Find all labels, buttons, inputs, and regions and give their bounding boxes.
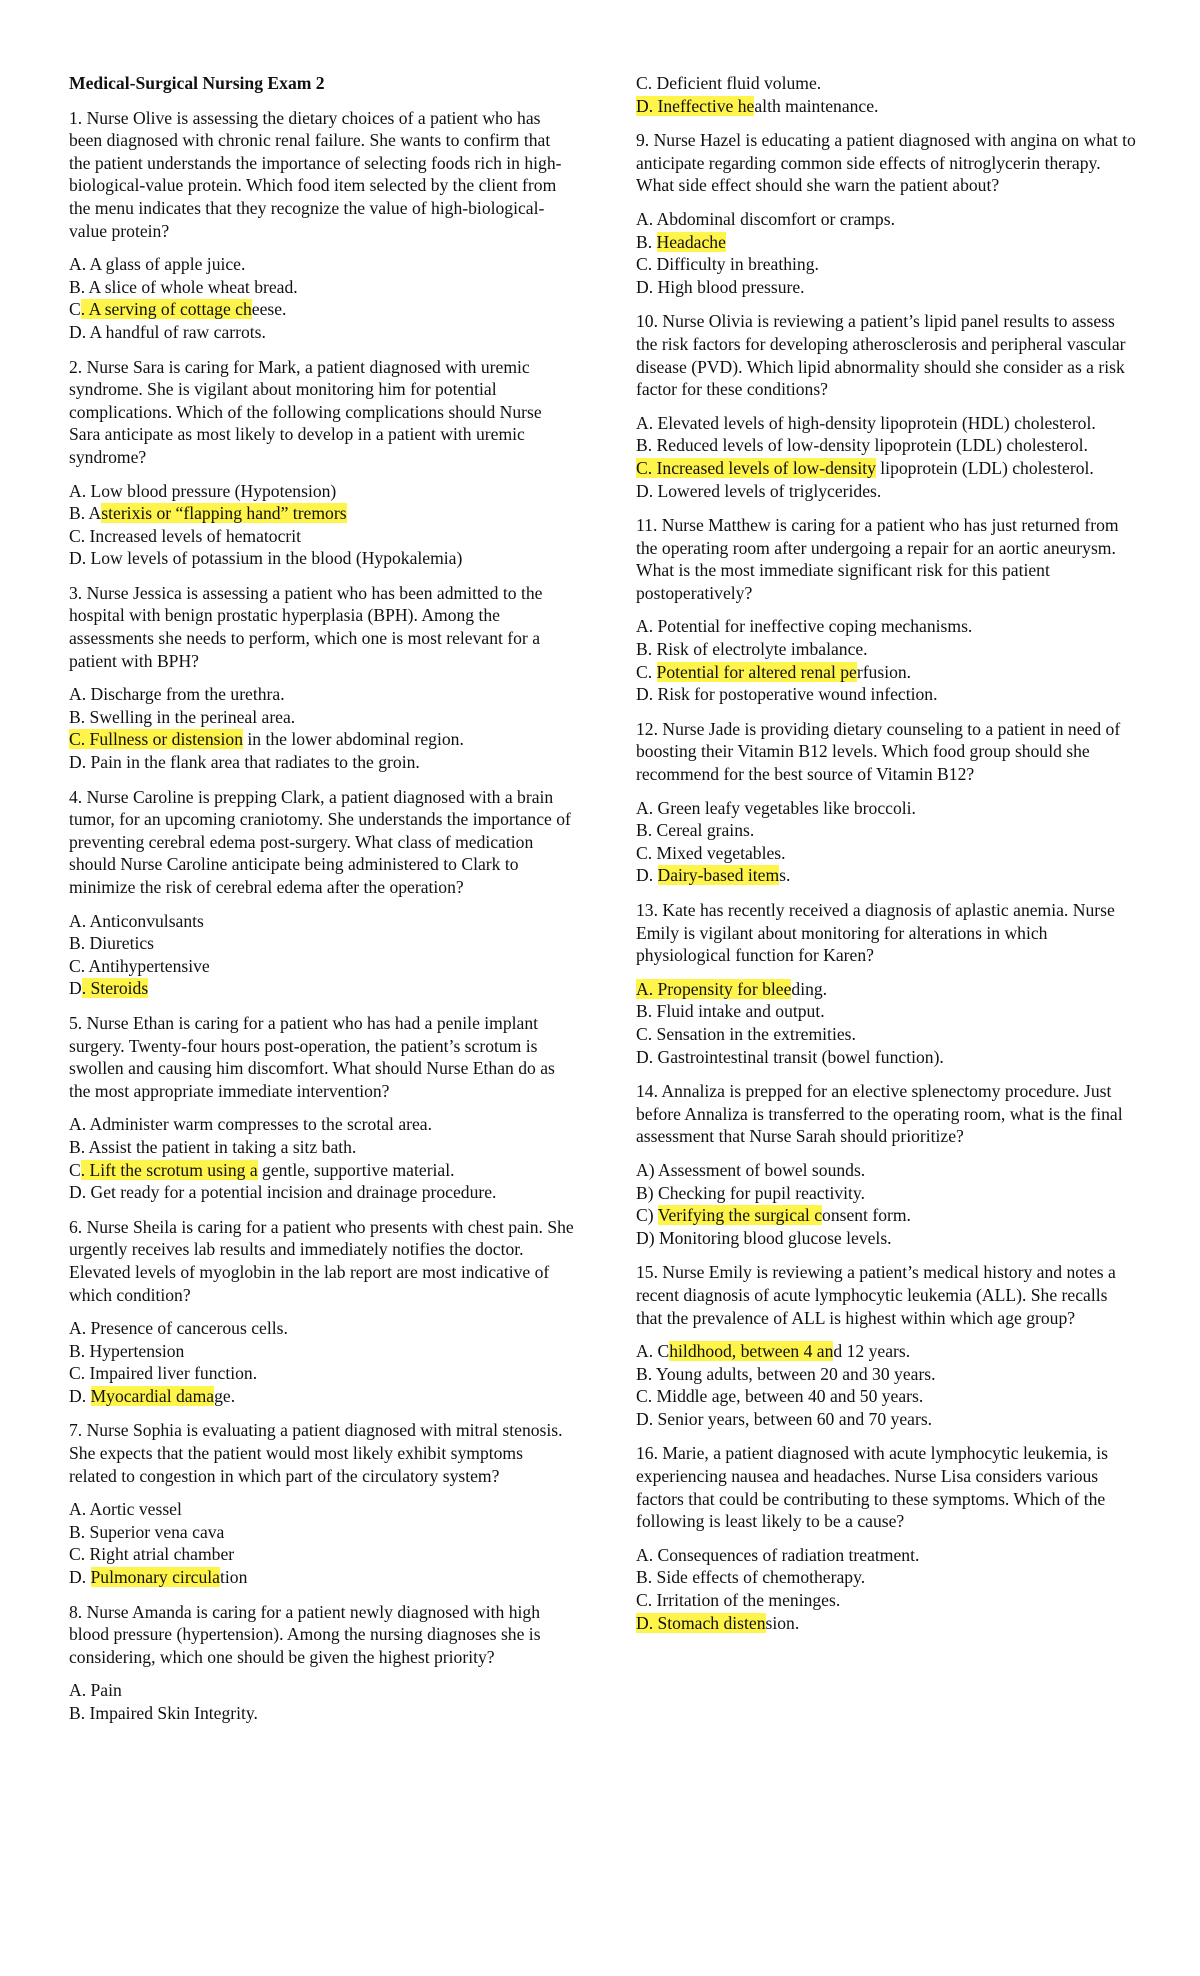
option-text: B. A <box>69 503 102 524</box>
question-stem: 11. Nurse Matthew is caring for a patient who has just returned from the operating room after undergoing a repair for an aortic aneurysm. What is the most immediate significant risk for this patient postoperatively? <box>636 515 1119 603</box>
question-block <box>636 310 1136 502</box>
continued-options <box>636 72 1136 117</box>
highlighted-answer-text: C. Increased levels of low-density <box>636 457 876 478</box>
option-text: B) Checking for pupil reactivity. <box>636 1182 865 1203</box>
question-stem: 6. Nurse Sheila is caring for a patient who presents with chest pain. She urgently receives lab results and immediately notifies the doctor. Elevated levels of myoglobin in the lab report are most indicative of which condition? <box>69 1216 574 1305</box>
question-block <box>69 582 575 774</box>
option-text: tion <box>220 1567 248 1588</box>
option-text: B. Side effects of chemotherapy. <box>636 1567 866 1588</box>
answer-option <box>69 1702 575 1725</box>
left-question-list <box>69 107 575 1725</box>
option-text: B. Reduced levels of low-density lipoprotein (LDL) cholesterol. <box>636 435 1088 456</box>
right-question-list <box>636 129 1136 1634</box>
option-text: onsent form. <box>822 1205 911 1226</box>
answer-option <box>69 1159 575 1182</box>
option-text: gentle, supportive material. <box>257 1159 455 1180</box>
answer-option <box>636 1566 1136 1589</box>
option-text: A. Elevated levels of high-density lipoprotein (HDL) cholesterol. <box>636 412 1096 433</box>
option-text: A. Aortic vessel <box>69 1499 182 1520</box>
option-text: A. A glass of apple juice. <box>69 254 246 275</box>
option-text: ge. <box>214 1385 236 1406</box>
answer-option <box>69 683 575 706</box>
answer-option <box>69 253 575 276</box>
answer-option <box>636 1182 1136 1205</box>
option-text: B. A slice of whole wheat bread. <box>69 276 298 297</box>
answer-option <box>636 231 1136 254</box>
option-text: C. <box>636 661 657 682</box>
answer-option <box>636 1385 1136 1408</box>
option-text: C. Sensation in the extremities. <box>636 1023 856 1044</box>
option-text: A. C <box>636 1341 670 1362</box>
answer-option <box>636 1589 1136 1612</box>
answer-option <box>636 661 1136 684</box>
highlighted-answer-text: Myocardial dama <box>90 1385 215 1406</box>
answer-option <box>69 977 575 1000</box>
answer-option <box>69 276 575 299</box>
answer-option <box>636 1612 1136 1635</box>
option-text: D. Senior years, between 60 and 70 years. <box>636 1408 933 1429</box>
option-text: A. Green leafy vegetables like broccoli. <box>636 797 916 818</box>
answer-option <box>69 910 575 933</box>
question-stem: 5. Nurse Ethan is caring for a patient who has had a penile implant surgery. Twenty-four hours post-operation, the patient’s scrotum is swollen and causing him discomfort. What should Nurse Ethan do as the most appropriate immediate intervention? <box>69 1012 555 1101</box>
option-text: eese. <box>251 299 287 320</box>
option-text: D. <box>69 1567 91 1588</box>
question-stem: 14. Annaliza is prepped for an elective splenectomy procedure. Just before Annaliza is transferred to the operating room, what is the final assessment that Nurse Sarah should prioritize? <box>636 1081 1123 1147</box>
question-block <box>636 1261 1136 1430</box>
option-text: A. Administer warm compresses to the scrotal area. <box>69 1114 433 1135</box>
answer-option <box>636 276 1136 299</box>
option-text: C <box>69 1159 81 1180</box>
option-text: C. Middle age, between 40 and 50 years. <box>636 1386 924 1407</box>
answer-option <box>636 1204 1136 1227</box>
question-block <box>69 1419 575 1588</box>
question-block <box>69 107 575 344</box>
option-text: C. Antihypertensive <box>69 955 210 976</box>
question-stem: 7. Nurse Sophia is evaluating a patient diagnosed with mitral stenosis. She expects that the patient would most likely exhibit symptoms related to congestion in which part of the circulatory system? <box>69 1420 563 1486</box>
option-text: A. Pain <box>69 1680 122 1701</box>
option-text: C <box>69 299 81 320</box>
option-text: B. Superior vena cava <box>69 1521 225 1542</box>
option-text: d 12 years. <box>833 1341 911 1362</box>
option-text: A. Consequences of radiation treatment. <box>636 1544 920 1565</box>
option-text: D) Monitoring blood glucose levels. <box>636 1227 892 1248</box>
option-text: C. Irritation of the meninges. <box>636 1590 841 1611</box>
question-block <box>636 718 1136 887</box>
option-text: B. Hypertension <box>69 1340 185 1361</box>
option-text: D. <box>636 865 658 886</box>
highlighted-answer-text: Headache <box>656 231 726 252</box>
question-stem: 15. Nurse Emily is reviewing a patient’s medical history and notes a recent diagnosis of acute lymphocytic leukemia (ALL). She recalls that the prevalence of ALL is highest within which age group? <box>636 1262 1116 1328</box>
question-stem: 3. Nurse Jessica is assessing a patient who has been admitted to the hospital with benign prostatic hyperplasia (BPH). Among the assessments she needs to perform, which one is most relevant for a patient with BPH? <box>69 582 543 671</box>
answer-option <box>636 1363 1136 1386</box>
option-text: B. Assist the patient in taking a sitz bath. <box>69 1136 357 1157</box>
option-text: B. Diuretics <box>69 933 155 954</box>
option-text: C. Deficient fluid volume. <box>636 73 822 93</box>
highlighted-answer-text: Potential for altered renal pe <box>656 661 857 682</box>
highlighted-answer-text: A. Propensity for blee <box>636 978 792 999</box>
answer-option <box>636 978 1136 1001</box>
answer-option <box>636 1544 1136 1567</box>
answer-option <box>636 864 1136 887</box>
answer-option <box>69 480 575 503</box>
highlighted-answer-text: . Lift the scrotum using a <box>80 1159 258 1180</box>
answer-option <box>69 1521 575 1544</box>
answer-option <box>69 706 575 729</box>
highlighted-answer-text: Dairy-based item <box>657 865 780 886</box>
option-text: D. Pain in the flank area that radiates to the groin. <box>69 752 420 773</box>
answer-option <box>69 298 575 321</box>
answer-option <box>636 1159 1136 1182</box>
answer-option <box>636 208 1136 231</box>
option-text: C) <box>636 1205 658 1226</box>
answer-option <box>69 1340 575 1363</box>
option-text: lipoprotein (LDL) cholesterol. <box>875 457 1094 478</box>
option-text: D. <box>69 1385 91 1406</box>
answer-option <box>69 1136 575 1159</box>
highlighted-answer-text: sterixis or “flapping hand” tremors <box>101 503 347 524</box>
option-text: D. A handful of raw carrots. <box>69 321 266 342</box>
answer-option <box>636 480 1136 503</box>
question-block <box>636 1442 1136 1634</box>
question-stem: 12. Nurse Jade is providing dietary counseling to a patient in need of boosting their Vitamin B12 levels. Which food group should she recommend for the best source of Vitamin B12? <box>636 718 1121 785</box>
left-column <box>69 72 575 1737</box>
question-block <box>636 514 1136 706</box>
option-text: sion. <box>765 1612 800 1633</box>
answer-option <box>636 72 1136 95</box>
answer-option <box>69 502 575 525</box>
option-text: D. Low levels of potassium in the blood (Hypokalemia) <box>69 548 463 569</box>
question-stem: 9. Nurse Hazel is educating a patient diagnosed with angina on what to anticipate regarding common side effects of nitroglycerin therapy. What side effect should she warn the patient about? <box>636 130 1136 196</box>
answer-option <box>69 751 575 774</box>
option-text: D. Lowered levels of triglycerides. <box>636 480 882 501</box>
highlighted-answer-text: Pulmonary circula <box>90 1567 220 1588</box>
answer-option <box>636 1046 1136 1069</box>
option-text: A. Potential for ineffective coping mechanisms. <box>636 616 973 637</box>
answer-option <box>636 412 1136 435</box>
exam-title: Medical-Surgical Nursing Exam 2 <box>69 73 325 93</box>
question-stem: 4. Nurse Caroline is prepping Clark, a patient diagnosed with a brain tumor, for an upcoming craniotomy. She understands the importance of preventing cerebral edema post-surgery. What class of medication should Nurse Caroline anticipate being administered to Clark to minimize the risk of cerebral edema after the operation? <box>69 786 571 897</box>
question-block <box>636 129 1136 298</box>
answer-option <box>69 1385 575 1408</box>
answer-option <box>69 1113 575 1136</box>
option-text: D. High blood pressure. <box>636 276 805 297</box>
answer-option <box>69 547 575 570</box>
question-block <box>636 899 1136 1068</box>
answer-option <box>636 797 1136 820</box>
question-block <box>69 1601 575 1725</box>
option-text: A. Discharge from the urethra. <box>69 684 285 705</box>
answer-option <box>69 932 575 955</box>
option-text: D. Gastrointestinal transit (bowel function). <box>636 1046 944 1067</box>
option-text: D <box>69 978 82 999</box>
question-stem: 8. Nurse Amanda is caring for a patient newly diagnosed with high blood pressure (hypertension). Among the nursing diagnoses she is considering, which one should be given the highest priority? <box>69 1601 541 1667</box>
option-text: ding. <box>791 978 828 999</box>
answer-option <box>636 95 1136 118</box>
answer-option <box>69 1566 575 1589</box>
answer-option <box>636 1340 1136 1363</box>
answer-option <box>636 1227 1136 1250</box>
option-text: s. <box>779 865 791 886</box>
option-text: A. Anticonvulsants <box>69 910 204 931</box>
answer-option <box>636 638 1136 661</box>
option-text: in the lower abdominal region. <box>243 729 464 750</box>
right-column <box>636 72 1136 1646</box>
answer-option <box>636 819 1136 842</box>
option-text: D. Risk for postoperative wound infection. <box>636 684 938 705</box>
answer-option <box>69 525 575 548</box>
option-text: A) Assessment of bowel sounds. <box>636 1159 866 1180</box>
question-block <box>69 1216 575 1408</box>
highlighted-answer-text: D. Ineffective he <box>636 95 755 116</box>
option-text: C. Difficulty in breathing. <box>636 254 819 275</box>
option-text: A. Abdominal discomfort or cramps. <box>636 208 895 229</box>
answer-option <box>69 1181 575 1204</box>
answer-option <box>636 253 1136 276</box>
highlighted-answer-text: . A serving of cottage ch <box>80 299 252 320</box>
option-text: B. Impaired Skin Integrity. <box>69 1703 258 1723</box>
question-stem: 16. Marie, a patient diagnosed with acute lymphocytic leukemia, is experiencing nausea and headaches. Nurse Lisa considers various factors that could be contributing to these symptoms. Which of the following is least likely to be a cause? <box>636 1443 1108 1532</box>
answer-option <box>636 615 1136 638</box>
answer-option <box>69 1317 575 1340</box>
option-text: D. Get ready for a potential incision and drainage procedure. <box>69 1182 497 1203</box>
option-text: C. Impaired liver function. <box>69 1363 258 1384</box>
answer-option <box>69 321 575 344</box>
question-stem: 2. Nurse Sara is caring for Mark, a patient diagnosed with uremic syndrome. She is vigilant about monitoring him for potential complications. Which of the following complications should Nurse Sara anticipate as most likely to develop in a patient with uremic syndrome? <box>69 356 542 467</box>
option-text: C. Increased levels of hematocrit <box>69 525 302 546</box>
question-block <box>69 356 575 570</box>
question-stem: 10. Nurse Olivia is reviewing a patient’s lipid panel results to assess the risk factors for developing atherosclerosis and peripheral vascular disease (PVD). Which lipid abnormality should she consider as a risk factor for these conditions? <box>636 311 1126 400</box>
question-block <box>69 786 575 1000</box>
question-block <box>636 1080 1136 1249</box>
option-text: A. Low blood pressure (Hypotension) <box>69 480 337 501</box>
answer-option <box>636 434 1136 457</box>
option-text: alth maintenance. <box>754 95 879 116</box>
answer-option <box>69 1362 575 1385</box>
option-text: A. Presence of cancerous cells. <box>69 1318 288 1339</box>
highlighted-answer-text: D. Stomach disten <box>636 1612 766 1633</box>
answer-option <box>636 683 1136 706</box>
highlighted-answer-text: hildhood, between 4 an <box>669 1341 834 1362</box>
option-text: B. Young adults, between 20 and 30 years. <box>636 1363 936 1384</box>
answer-option <box>636 1408 1136 1431</box>
answer-option <box>69 1498 575 1521</box>
option-text: B. Fluid intake and output. <box>636 1001 825 1022</box>
option-text: B. Cereal grains. <box>636 820 755 841</box>
option-text: C. Mixed vegetables. <box>636 842 786 863</box>
answer-option <box>69 1543 575 1566</box>
question-stem: 1. Nurse Olive is assessing the dietary choices of a patient who has been diagnosed with chronic renal failure. She wants to confirm that the patient understands the importance of selecting foods rich in high-biological-value protein. Which food item selected by the client from the menu indicates that they recognize the value of high-biological-value protein? <box>69 107 562 241</box>
option-text: B. Risk of electrolyte imbalance. <box>636 639 868 660</box>
option-text: C. Right atrial chamber <box>69 1544 235 1565</box>
option-text: rfusion. <box>856 661 912 682</box>
option-text: B. Swelling in the perineal area. <box>69 706 296 727</box>
answer-option <box>636 842 1136 865</box>
option-text: B. <box>636 231 657 252</box>
answer-option <box>69 955 575 978</box>
highlighted-answer-text: Verifying the surgical c <box>657 1205 823 1226</box>
highlighted-answer-text: . Steroids <box>81 978 149 999</box>
highlighted-answer-text: C. Fullness or distension <box>69 729 243 750</box>
question-stem: 13. Kate has recently received a diagnosis of aplastic anemia. Nurse Emily is vigilant about monitoring for alterations in which physiological function for Karen? <box>636 900 1115 966</box>
answer-option <box>636 457 1136 480</box>
answer-option <box>69 728 575 751</box>
question-block <box>69 1012 575 1204</box>
answer-option <box>636 1023 1136 1046</box>
answer-option <box>69 1679 575 1702</box>
answer-option <box>636 1000 1136 1023</box>
